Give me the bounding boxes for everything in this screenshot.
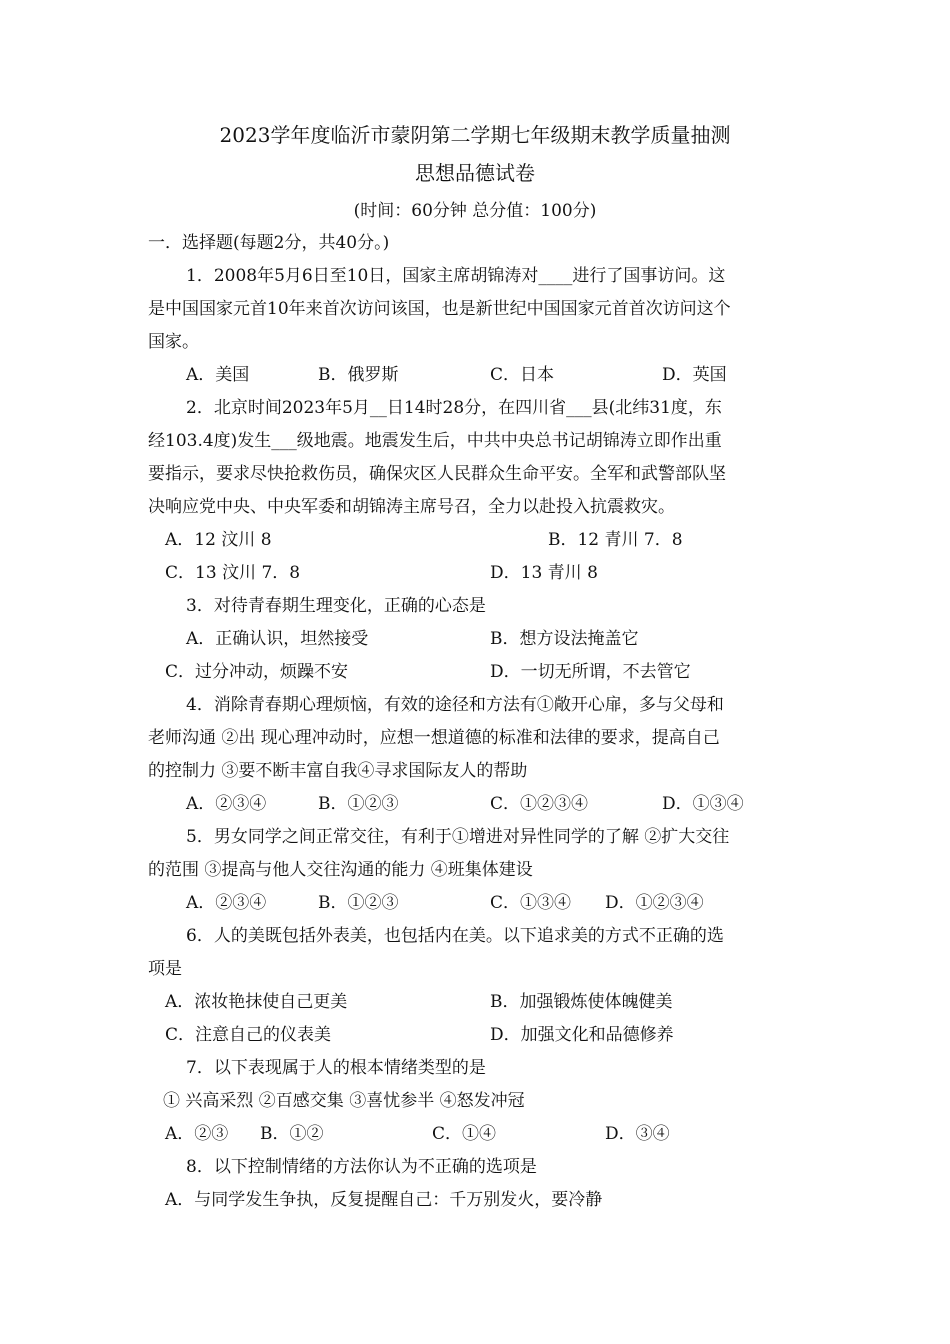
question-1-line-2: 是中国国家元首10年来首次访问该国，也是新世纪中国国家元首首次访问这个 bbox=[148, 299, 731, 319]
question-3-option-c: C．过分冲动，烦躁不安 bbox=[165, 662, 349, 682]
question-5-line-2: 的范围 ③提高与他人交往沟通的能力 ④班集体建设 bbox=[148, 860, 533, 880]
question-1-option-d: D．英国 bbox=[662, 365, 727, 385]
question-2-option-a: A．12 汶川 8 bbox=[165, 530, 272, 550]
exam-title: 2023学年度临沂市蒙阴第二学期七年级期末教学质量抽测 bbox=[219, 123, 731, 147]
question-5-option-c: C．①③④ bbox=[490, 893, 572, 913]
question-6-option-c: C．注意自己的仪表美 bbox=[165, 1025, 332, 1045]
question-5-option-b: B．①②③ bbox=[318, 893, 399, 913]
question-1-option-b: B．俄罗斯 bbox=[318, 365, 399, 385]
question-2-option-d: D．13 青川 8 bbox=[490, 563, 598, 583]
question-4-option-b: B．①②③ bbox=[318, 794, 399, 814]
question-7-line-2: ① 兴高采烈 ②百感交集 ③喜忧参半 ④怒发冲冠 bbox=[163, 1091, 525, 1111]
question-6-option-b: B．加强锻炼使体魄健美 bbox=[490, 992, 673, 1012]
question-4-line-2: 老师沟通 ②出 现心理冲动时，应想一想道德的标准和法律的要求，提高自己 bbox=[148, 728, 720, 748]
question-1-option-c: C．日本 bbox=[490, 365, 555, 385]
question-6-line-1: 6．人的美既包括外表美，也包括内在美。以下追求美的方式不正确的选 bbox=[186, 926, 724, 946]
question-1-line-1: 1．2008年5月6日至10日，国家主席胡锦涛对____进行了国事访问。这 bbox=[186, 266, 726, 286]
question-4-option-a: A．②③④ bbox=[186, 794, 267, 814]
question-2-line-3: 要指示，要求尽快抢救伤员，确保灾区人民群众生命平安。全军和武警部队坚 bbox=[148, 464, 726, 484]
question-6-option-d: D．加强文化和品德修养 bbox=[490, 1025, 674, 1045]
question-8-line-1: 8．以下控制情绪的方法你认为不正确的选项是 bbox=[186, 1157, 537, 1177]
exam-meta: (时间：60分钟 总分值：100分) bbox=[353, 201, 597, 221]
question-7-option-d: D．③④ bbox=[605, 1124, 670, 1144]
question-3-option-b: B．想方设法掩盖它 bbox=[490, 629, 639, 649]
question-2-option-b: B．12 青川 7．8 bbox=[548, 530, 683, 550]
question-5-option-d: D．①②③④ bbox=[605, 893, 704, 913]
question-4-line-3: 的控制力 ③要不断丰富自我④寻求国际友人的帮助 bbox=[148, 761, 528, 781]
question-5-option-a: A．②③④ bbox=[186, 893, 267, 913]
question-2-line-2: 经103.4度)发生___级地震。地震发生后，中共中央总书记胡锦涛立即作出重 bbox=[148, 431, 722, 451]
question-5-line-1: 5．男女同学之间正常交往，有利于①增进对异性同学的了解 ②扩大交往 bbox=[186, 827, 730, 847]
question-4-option-d: D．①③④ bbox=[662, 794, 744, 814]
question-7-line-1: 7．以下表现属于人的根本情绪类型的是 bbox=[186, 1058, 486, 1078]
exam-subtitle: 思想品德试卷 bbox=[415, 161, 535, 185]
question-3-line-1: 3．对待青春期生理变化，正确的心态是 bbox=[186, 596, 486, 616]
question-3-option-a: A．正确认识，坦然接受 bbox=[186, 629, 369, 649]
section-heading: 一．选择题(每题2分，共40分。) bbox=[148, 233, 390, 253]
question-1-option-a: A．美国 bbox=[186, 365, 250, 385]
question-2-line-4: 决响应党中央、中央军委和胡锦涛主席号召，全力以赴投入抗震救灾。 bbox=[148, 497, 675, 517]
question-4-option-c: C．①②③④ bbox=[490, 794, 589, 814]
question-7-option-c: C．①④ bbox=[432, 1124, 497, 1144]
question-7-option-a: A．②③ bbox=[165, 1124, 229, 1144]
question-7-option-b: B．①② bbox=[260, 1124, 324, 1144]
question-6-option-a: A．浓妆艳抹使自己更美 bbox=[165, 992, 348, 1012]
question-4-line-1: 4．消除青春期心理烦恼，有效的途径和方法有①敞开心扉，多与父母和 bbox=[186, 695, 724, 715]
question-2-line-1: 2．北京时间2023年5月__日14时28分，在四川省___县(北纬31度，东 bbox=[186, 398, 722, 418]
question-8-option-a: A．与同学发生争执，反复提醒自己：千万别发火，要冷静 bbox=[165, 1190, 603, 1210]
question-3-option-d: D．一切无所谓，不去管它 bbox=[490, 662, 691, 682]
question-2-option-c: C．13 汶川 7．8 bbox=[165, 563, 301, 583]
question-6-line-2: 项是 bbox=[148, 959, 182, 979]
question-1-line-3: 国家。 bbox=[148, 332, 199, 352]
